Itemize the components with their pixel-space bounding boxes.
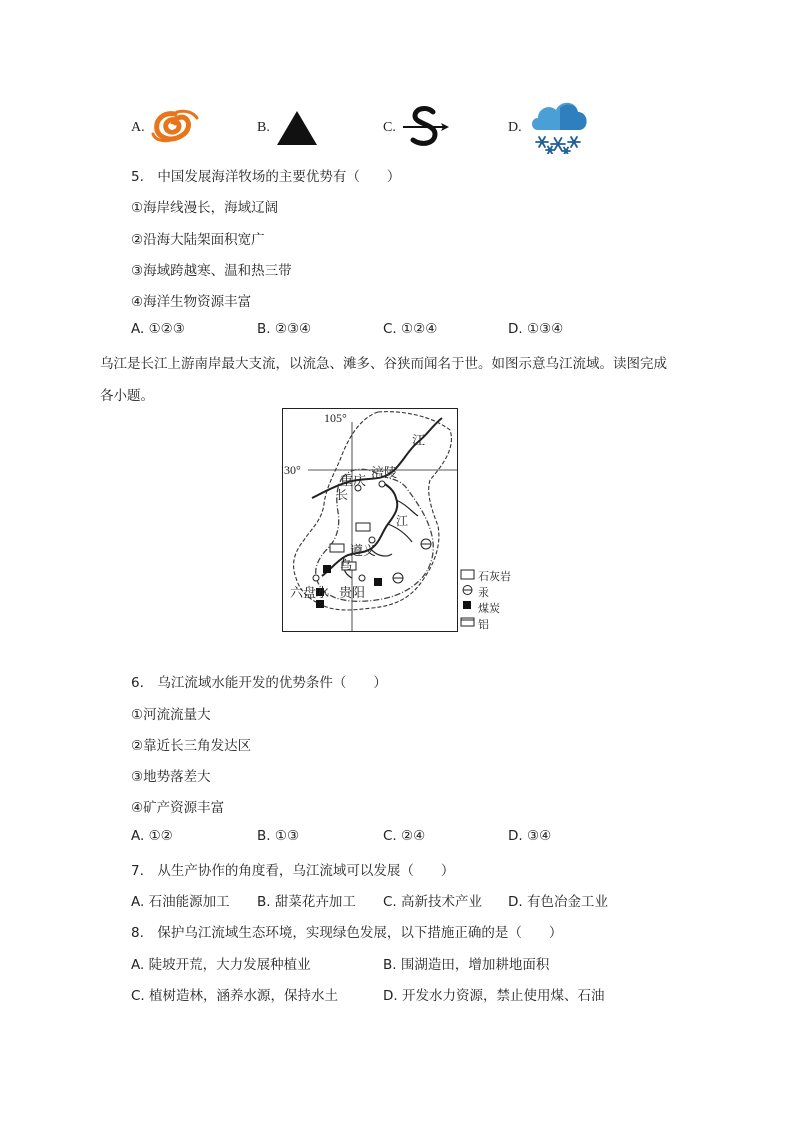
q5-option-c: C. ①②④: [383, 321, 438, 337]
legend-symbols: [459, 568, 477, 630]
q5-item-3: ③海域跨越寒、温和热三带: [131, 263, 292, 279]
legend-aluminum: 铝: [478, 618, 489, 631]
legend-limestone: 石灰岩: [478, 570, 511, 583]
map-city-chongqing: 重庆: [340, 474, 367, 489]
q8-option-a: A. 陡坡开荒，大力发展种植业: [131, 957, 311, 973]
map-river-jiang-1: 江: [412, 434, 426, 449]
q5-item-2: ②沿海大陆架面积宽广: [131, 232, 265, 248]
q6-option-c: C. ②④: [383, 828, 426, 844]
map-city-liupanshui: 六盘水: [290, 586, 330, 601]
q7-option-d: D. 有色冶金工业: [508, 894, 608, 910]
q5-option-a: A. ①②③: [131, 321, 185, 337]
q7-option-b: B. 甜菜花卉加工: [257, 894, 356, 910]
typhoon-icon: [151, 108, 199, 144]
q6-item-2: ②靠近长三角发达区: [131, 738, 252, 754]
legend-coal: 煤炭: [478, 602, 500, 615]
q4-option-c-label: C.: [383, 120, 396, 135]
wind-s-arrow-icon: [401, 104, 451, 150]
q5-item-4: ④海洋生物资源丰富: [131, 294, 252, 310]
q4-option-a-label: A.: [131, 120, 145, 135]
q8-option-d: D. 开发水力资源，禁止使用煤、石油: [383, 988, 605, 1004]
triangle-icon: [276, 110, 318, 146]
q7-stem: 7. 从生产协作的角度看，乌江流域可以发展（ ）: [131, 863, 455, 879]
q7-option-a: A. 石油能源加工: [131, 894, 230, 910]
q6-item-1: ①河流流量大: [131, 707, 211, 723]
q5-option-d: D. ①③④: [508, 321, 564, 337]
map-latitude-label: 30°: [284, 463, 301, 477]
q8-option-b: B. 围湖造田，增加耕地面积: [383, 957, 550, 973]
q6-option-b: B. ①③: [257, 828, 300, 844]
q8-stem: 8. 保护乌江流域生态环境，实现绿色发展，以下措施正确的是（ ）: [131, 925, 563, 941]
map-river-wu: 乌: [340, 558, 353, 572]
q7-option-c: C. 高新技术产业: [383, 894, 483, 910]
q5-stem: 5. 中国发展海洋牧场的主要优势有（ ）: [131, 169, 401, 185]
snow-cloud-icon: [528, 98, 592, 154]
q6-option-d: D. ③④: [508, 828, 552, 844]
q6-item-3: ③地势落差大: [131, 769, 211, 785]
q5-option-b: B. ②③④: [257, 321, 312, 337]
map-river-chang: 长: [336, 488, 349, 502]
passage-line-2: 各小题。: [100, 388, 154, 404]
map-longitude-label: 105°: [324, 411, 347, 425]
legend-mercury: 汞: [478, 586, 489, 599]
q6-stem: 6. 乌江流域水能开发的优势条件（ ）: [131, 675, 387, 691]
map-river-jiang-2: 江: [396, 514, 409, 528]
map-city-zunyi: 遵义: [350, 544, 377, 559]
map-city-fuling: 涪陵: [371, 466, 398, 481]
q5-item-1: ①海岸线漫长，海域辽阔: [131, 200, 279, 216]
q4-option-d-label: D.: [508, 120, 522, 135]
map-city-guiyang: 贵阳: [339, 586, 366, 601]
q6-option-a: A. ①②: [131, 828, 173, 844]
passage-line-1: 乌江是长江上游南岸最大支流，以流急、滩多、谷狭而闻名于世。如图示意乌江流域。读图完成: [100, 356, 667, 372]
q8-option-c: C. 植树造林，涵养水源，保持水土: [131, 988, 339, 1004]
q6-item-4: ④矿产资源丰富: [131, 800, 225, 816]
q4-option-b-label: B.: [257, 120, 270, 135]
